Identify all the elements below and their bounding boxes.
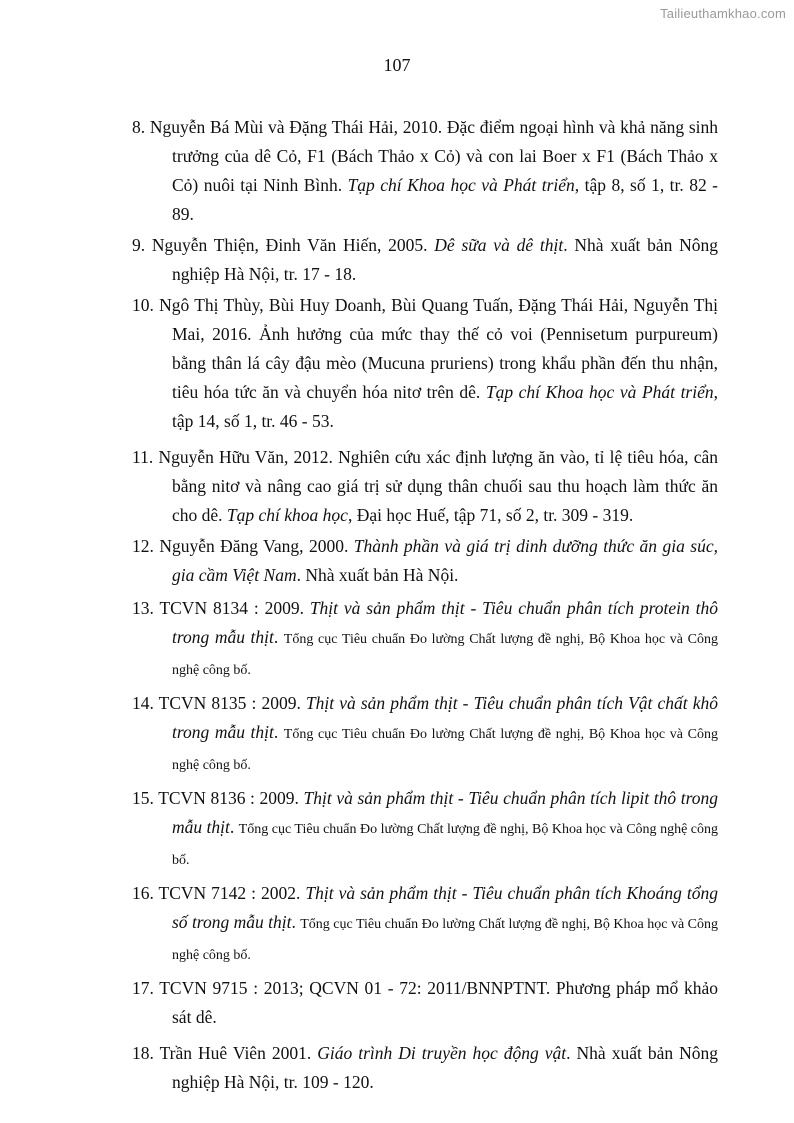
reference-detail: . Nhà xuất bản Nông nghiệp Hà Nội, tr. 17 - 18. bbox=[172, 235, 719, 284]
reference-note: Tổng cục Tiêu chuẩn Đo lường Chất lượng đề nghị, Bộ Khoa học và Công nghệ công bố. bbox=[172, 727, 718, 773]
watermark: Tailieuthamkhao.com bbox=[660, 6, 786, 21]
reference-number: 13. bbox=[132, 598, 154, 618]
reference-source: Tạp chí Khoa học và Phát triển bbox=[347, 175, 575, 195]
reference-number: 18. bbox=[132, 1043, 154, 1063]
reference-number: 16. bbox=[132, 883, 154, 903]
reference-detail: . bbox=[291, 912, 301, 932]
reference-text: Nguyễn Đăng Vang, 2000. bbox=[159, 536, 354, 556]
reference-note: Tổng cục Tiêu chuẩn Đo lường Chất lượng đề nghị, Bộ Khoa học và Công nghệ công bố. bbox=[172, 917, 719, 963]
reference-source: Tạp chí Khoa học và Phát triển bbox=[485, 382, 714, 402]
reference-text: TCVN 8136 : 2009. bbox=[158, 788, 304, 808]
reference-source: Giáo trình Di truyền học động vật bbox=[317, 1043, 567, 1063]
reference-detail: . Nhà xuất bản Hà Nội. bbox=[296, 565, 459, 585]
reference-text: Trần Huê Viên 2001. bbox=[159, 1043, 318, 1063]
reference-source: Thịt và sản phẩm thịt - Tiêu chuẩn phân tích lipit thô trong mẫu thịt bbox=[172, 788, 719, 837]
reference-detail: . bbox=[229, 817, 239, 837]
reference-number: 17. bbox=[132, 978, 154, 998]
reference-source: Tạp chí khoa học bbox=[226, 505, 348, 525]
reference-item bbox=[132, 113, 718, 229]
reference-detail: , tập 14, số 1, tr. 46 - 53. bbox=[172, 382, 718, 431]
reference-text: Nguyễn Hữu Văn, 2012. Nghiên cứu xác định lượng ăn vào, tỉ lệ tiêu hóa, cân bằng nitơ và nâng cao giá trị sử dụng thân chuối sau thu hoạch làm thức ăn cho dê. bbox=[158, 447, 718, 525]
reference-text: Nguyễn Bá Mùi và Đặng Thái Hải, 2010. Đặc điểm ngoại hình và khả năng sinh trưởng của dê Cỏ, F1 (Bách Thảo x Cỏ) và con lai Boer x F1 (Bách Thảo x Cỏ) nuôi tại Ninh Bình. bbox=[149, 117, 719, 195]
page-number: 107 bbox=[383, 55, 411, 75]
reference-number: 14. bbox=[132, 693, 154, 713]
reference-number: 15. bbox=[132, 788, 154, 808]
reference-text: TCVN 8135 : 2009. bbox=[158, 693, 306, 713]
reference-number: 9. bbox=[132, 235, 146, 255]
reference-source: Thịt và sản phẩm thịt - Tiêu chuẩn phân tích Vật chất khô trong mẫu thịt bbox=[172, 693, 718, 742]
reference-item bbox=[132, 231, 718, 289]
reference-number: 12. bbox=[132, 536, 154, 556]
reference-text: TCVN 9715 : 2013; QCVN 01 - 72: 2011/BNNPTNT. Phương pháp mổ khảo sát dê. bbox=[159, 978, 718, 1027]
reference-source: Thịt và sản phẩm thịt - Tiêu chuẩn phân tích protein thô trong mẫu thịt bbox=[172, 598, 718, 647]
reference-list bbox=[132, 113, 718, 1097]
reference-item bbox=[132, 532, 718, 590]
reference-note: Tổng cục Tiêu chuẩn Đo lường Chất lượng đề nghị, Bộ Khoa học và Công nghệ công bố. bbox=[172, 632, 718, 678]
reference-detail: . Nhà xuất bản Nông nghiệp Hà Nội, tr. 109 - 120. bbox=[172, 1043, 719, 1092]
reference-detail: , tập 8, số 1, tr. 82 - 89. bbox=[172, 175, 718, 224]
reference-text: Ngô Thị Thùy, Bùi Huy Doanh, Bùi Quang Tuấn, Đặng Thái Hải, Nguyễn Thị Mai, 2016. Ảnh hưởng của mức thay thế cỏ voi (Pennisetum purpureum) bằng thân lá cây đậu mèo (Mucuna pruriens) trong khẩu phần đến thu nhận, tiêu hóa tức ăn và chuyển hóa nitơ trên dê. bbox=[159, 295, 718, 402]
reference-source: Thịt và sản phẩm thịt - Tiêu chuẩn phân tích Khoáng tổng số trong mẫu thịt bbox=[172, 883, 719, 932]
reference-item bbox=[132, 879, 718, 970]
reference-item bbox=[132, 689, 718, 780]
reference-detail: . bbox=[273, 722, 284, 742]
reference-detail: , Đại học Huế, tập 71, số 2, tr. 309 - 319. bbox=[347, 505, 634, 525]
reference-number: 8. bbox=[132, 117, 146, 137]
reference-text: TCVN 8134 : 2009. bbox=[159, 598, 310, 618]
reference-item bbox=[132, 784, 718, 875]
reference-item bbox=[132, 1039, 718, 1097]
reference-number: 11. bbox=[132, 447, 154, 467]
reference-text: TCVN 7142 : 2002. bbox=[158, 883, 306, 903]
reference-detail: . bbox=[273, 627, 284, 647]
reference-source: Dê sữa và dê thịt bbox=[434, 235, 564, 255]
reference-source: Thành phần và giá trị dinh dưỡng thức ăn gia súc, gia cầm Việt Nam bbox=[172, 536, 718, 585]
reference-note: Tổng cục Tiêu chuẩn Đo lường Chất lượng đề nghị, Bộ Khoa học và Công nghệ công bố. bbox=[172, 822, 719, 868]
reference-item bbox=[132, 443, 718, 530]
reference-text: Nguyễn Thiện, Đinh Văn Hiến, 2005. bbox=[151, 235, 435, 255]
reference-number: 10. bbox=[132, 295, 154, 315]
reference-item bbox=[132, 291, 718, 436]
reference-item bbox=[132, 594, 718, 685]
reference-item bbox=[132, 974, 718, 1032]
